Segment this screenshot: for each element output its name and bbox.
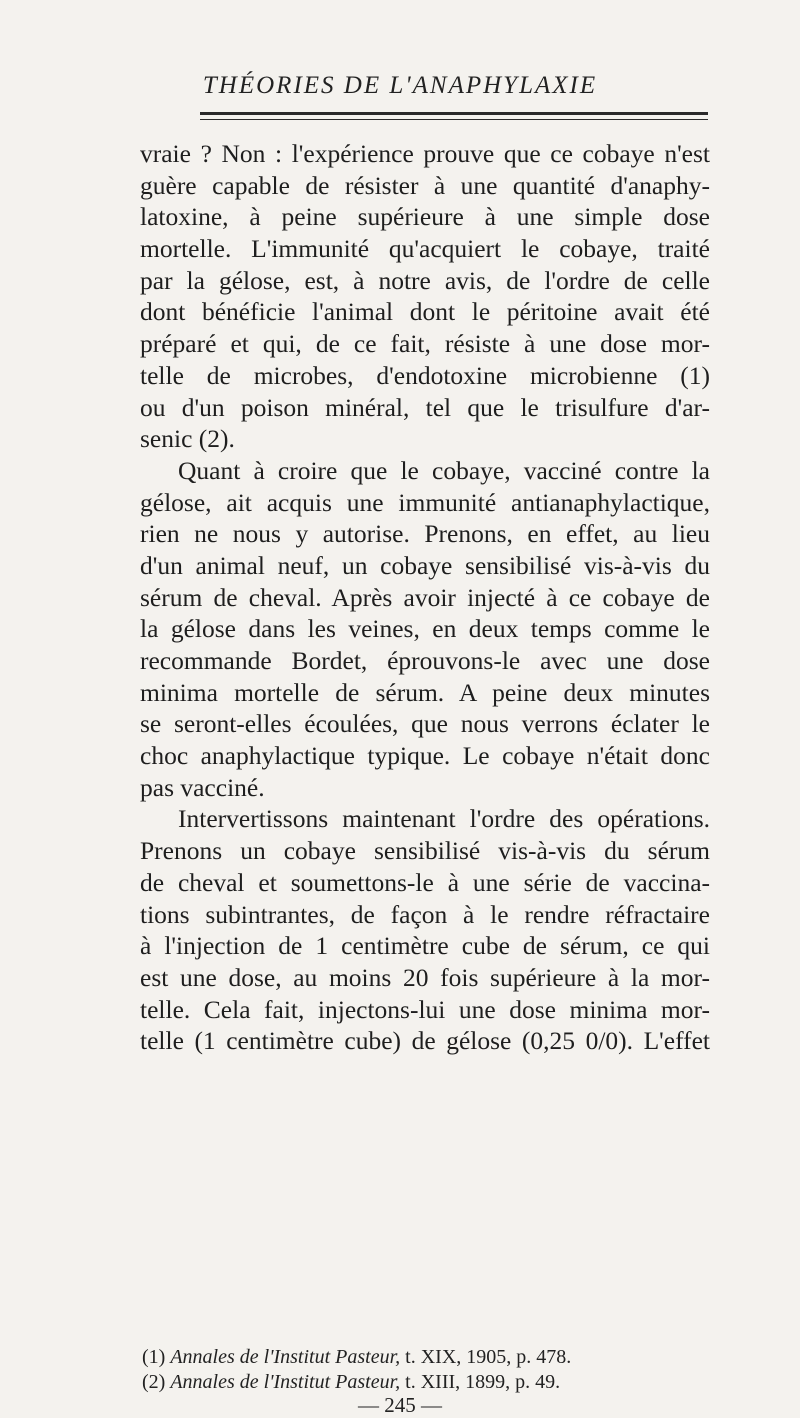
text-line: guère capable de résister à une quantité d'anaphy- [140,170,710,200]
text-line: Prenons un cobaye sensibilisé vis-à-vis du sérum [140,836,710,866]
text-line: se seront-elles écoulées, que nous verrons éclater le [140,709,710,739]
text-line: dont bénéficie l'animal dont le péritoine avait été [140,297,710,327]
text-line: la gélose dans les veines, en deux temps comme le [140,614,710,644]
text-line: préparé et qui, de ce fait, résiste à une dose mor- [140,329,710,359]
running-title: THÉORIES DE L'ANAPHYLAXIE [202,72,598,99]
text-line: vraie ? Non : l'expérience prouve que ce cobaye n'est [140,139,710,168]
footnote-2 [142,1370,712,1395]
footnote-ref: t. XIII, 1899, p. 49. [405,1371,561,1393]
text-line: latoxine, à peine supérieure à une simple dose [140,202,710,232]
text-line-paragraph-end: senic (2). [140,424,235,454]
header-rule-thick [200,112,708,115]
text-line: mortelle. L'immunité qu'acquiert le cobaye, traité [140,234,710,264]
text-line: par la gélose, est, à notre avis, de l'ordre de celle [140,265,710,295]
text-line: d'un animal neuf, un cobaye sensibilisé vis-à-vis du [140,550,710,580]
footnote-ref: t. XIX, 1905, p. 478. [405,1346,572,1368]
text-line: est une dose, au moins 20 fois supérieure à la mor- [140,962,710,992]
text-line: recommande Bordet, éprouvons-le avec une dose [140,646,710,675]
text-line: telle. Cela fait, injectons-lui une dose minima mor- [140,994,710,1024]
text-line: tions subintrantes, de façon à le rendre réfractaire [140,899,710,929]
text-line: choc anaphylactique typique. Le cobaye n'était donc [140,741,710,771]
text-line: rien ne nous y autorise. Prenons, en effet, au lieu [140,519,710,549]
text-line: telle de microbes, d'endotoxine microbienne (1) [140,360,710,390]
text-line: ou d'un poison minéral, tel que le trisulfure d'ar- [140,392,710,422]
footnote-1 [142,1345,712,1370]
footnote-source: Annales de l'Institut Pasteur, [170,1371,401,1393]
text-line-paragraph-start: Intervertissons maintenant l'ordre des opérations. [178,804,710,834]
header-rule-thin [200,119,708,120]
text-line-paragraph-start: Quant à croire que le cobaye, vacciné contre la [178,455,710,485]
footnote-source: Annales de l'Institut Pasteur, [170,1346,401,1368]
text-line: de cheval et soumettons-le à une série de vaccina- [140,867,710,897]
footnote-mark: (2) [142,1371,166,1393]
text-line: à l'injection de 1 centimètre cube de sérum, ce qui [140,931,710,961]
text-line: minima mortelle de sérum. A peine deux minutes [140,677,710,707]
text-line: telle (1 centimètre cube) de gélose (0,25 0/0). L'effet [140,1026,710,1056]
footnotes [142,1345,712,1395]
text-line-paragraph-end: pas vacciné. [140,772,265,802]
text-line: sérum de cheval. Après avoir injecté à ce cobaye de [140,582,710,612]
text-line: gélose, ait acquis une immunité antianaphylactique, [140,487,710,517]
body-text [140,138,710,1057]
page-number: — 245 — [358,1393,442,1417]
footnote-mark: (1) [142,1346,166,1368]
